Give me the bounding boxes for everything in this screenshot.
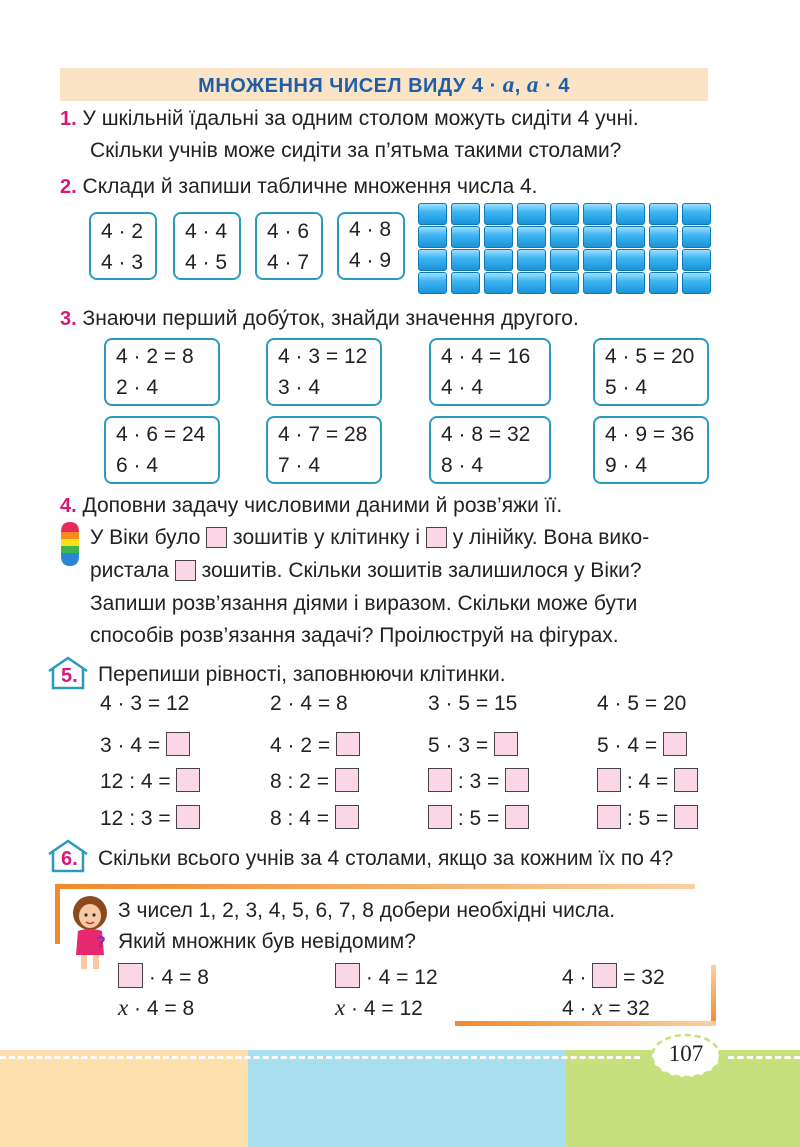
cube [451,272,480,294]
product-box [593,416,709,484]
blank-square[interactable] [426,527,447,548]
answer-square[interactable] [176,768,200,792]
expr: 4 · 5 [185,251,228,274]
task-number: 1. [60,108,77,130]
answer-square[interactable] [118,963,143,988]
cube-column [649,203,678,295]
task-text: Перепиши рівності, заповнюючи клітинки. [98,663,506,686]
answer-square[interactable] [428,805,452,829]
task-text: Склади й запиши табличне множення числа 4. [82,175,538,198]
cube [616,249,645,271]
answer-square[interactable] [176,805,200,829]
equation: 3 · 4 = [100,732,190,758]
expr: 4 · 7 = 28 [278,423,368,446]
answer-square[interactable] [597,805,621,829]
task-2 [60,171,538,203]
text: ристала [90,559,175,582]
product-box [266,338,382,406]
expr: 4 · 3 = 12 [278,345,368,368]
cube [682,226,711,248]
text: зошитів у клітинку і [227,526,426,549]
task-number: 6. [61,848,78,870]
task-4-line2 [90,555,642,587]
equation: 4 · 5 = 20 [597,692,687,715]
cube [418,226,447,248]
answer-square[interactable] [494,732,518,756]
equation: : 4 = [597,768,698,794]
expr: 6 · 4 [116,454,159,477]
mult-box [173,212,241,280]
expr: 4 · 2 = 8 [116,345,194,368]
answer-square[interactable] [335,963,360,988]
task-4 [60,490,562,522]
expr: 4 · 4 [185,220,228,243]
cube-column [418,203,447,295]
equation: 5 · 4 = [597,732,687,758]
expr: 4 · 9 [349,249,392,272]
cube-column [517,203,546,295]
equation: 4 · = 32 [562,963,665,990]
girl-illustration [66,893,114,973]
mult-box [89,212,157,280]
cube [418,249,447,271]
answer-square[interactable] [505,768,529,792]
cube-column [550,203,579,295]
cube [550,249,579,271]
blank-square[interactable] [175,560,196,581]
task-4-line4: способів розв’язання задачі? Проілюструй на фігурах. [90,624,619,647]
task-text: Скільки всього учнів за 4 столами, якщо за кожним їх по 4? [98,847,674,870]
cube-column [682,203,711,295]
cube [550,203,579,225]
cube-column [583,203,612,295]
page-number: 107 [668,1041,704,1066]
cube [649,226,678,248]
expr: 3 · 4 [278,376,321,399]
equation: : 5 = [597,805,698,831]
cube [451,249,480,271]
footer-dash-line [728,1056,800,1059]
cube [649,203,678,225]
equation: 2 · 4 = 8 [270,692,348,715]
cube [583,203,612,225]
answer-square[interactable] [592,963,617,988]
task-1 [60,103,639,135]
task-text: У шкільній їдальні за одним столом можуть сидіти 4 учні. [82,107,639,130]
expr: 2 · 4 [116,376,159,399]
task-4-line1 [90,522,649,554]
answer-square[interactable] [505,805,529,829]
answer-square[interactable] [335,805,359,829]
cube [550,272,579,294]
cube [682,249,711,271]
blank-square[interactable] [206,527,227,548]
equation: · 4 = 8 [118,963,209,990]
expr: 4 · 4 = 16 [441,345,531,368]
rainbow-pencil-icon [58,520,82,568]
answer-square[interactable] [663,732,687,756]
task-1-line2: Скільки учнів може сидіти за п’ятьма такими столами? [90,139,622,162]
expr: 4 · 6 [267,220,310,243]
cube [583,249,612,271]
text: У Віки було [90,526,207,549]
cube-column [484,203,513,295]
task-text: Знаючи перший добу́ток, знайди значення другого. [82,307,579,330]
task-number: 5. [61,665,78,687]
expr: 4 · 7 [267,251,310,274]
cube [451,226,480,248]
cube [649,249,678,271]
equation: 4 · 2 = [270,732,360,758]
equation: 8 : 2 = [270,768,359,794]
task-number: 3. [60,308,77,330]
answer-square[interactable] [428,768,452,792]
answer-square[interactable] [674,768,698,792]
expr: 4 · 6 = 24 [116,423,206,446]
equation: : 5 = [428,805,529,831]
cube [550,226,579,248]
cube [484,203,513,225]
product-box [429,416,551,484]
cube [517,249,546,271]
equation: 8 : 4 = [270,805,359,831]
equation: 4 · 3 = 12 [100,692,190,715]
expr: 7 · 4 [278,454,321,477]
footer-band-left [0,1050,248,1147]
text: зошитів. Скільки зошитів залишилося у Віки? [195,559,642,582]
equation: 3 · 5 = 15 [428,692,518,715]
equation: 4 · x = 32 [562,995,650,1020]
footer-dash-line [0,1056,640,1059]
cube [682,203,711,225]
task-text: Доповни задачу числовими даними й розв’яжи її. [82,494,563,517]
mult-box [255,212,323,280]
cube [484,272,513,294]
expr: 4 · 4 [441,376,484,399]
expr: 8 · 4 [441,454,484,477]
cube [616,226,645,248]
cube [517,203,546,225]
task-3 [60,303,579,335]
cube [484,226,513,248]
product-box [593,338,709,406]
cube [583,226,612,248]
expr: 4 · 8 [349,218,392,241]
expr: 4 · 5 = 20 [605,345,695,368]
task-4-line3: Запиши розв’язання діями і виразом. Скільки може бути [90,592,638,615]
equation: x · 4 = 12 [335,995,423,1020]
cube [517,272,546,294]
cube [451,203,480,225]
task-number: 4. [60,495,77,517]
svg-text:?: ? [96,934,106,951]
bonus-text: Який множник був невідомим? [118,930,416,953]
product-box [104,338,220,406]
cube [484,249,513,271]
cube [583,272,612,294]
product-box [266,416,382,484]
answer-square[interactable] [166,732,190,756]
equation: x · 4 = 8 [118,995,195,1020]
equation: 12 : 4 = [100,768,200,794]
cube [418,203,447,225]
cube [616,203,645,225]
expr: 5 · 4 [605,376,648,399]
cube-illustration [418,203,710,298]
product-box [104,416,220,484]
expr: 4 · 9 = 36 [605,423,695,446]
bonus-text: З чисел 1, 2, 3, 4, 5, 6, 7, 8 добери необхідні числа. [118,899,616,922]
cube-column [451,203,480,295]
equation: 5 · 3 = [428,732,518,758]
page-title: МНОЖЕННЯ ЧИСЕЛ ВИДУ 4 · a, a · 4 [198,72,570,97]
equation: 12 : 3 = [100,805,200,831]
footer-band-middle [248,1050,566,1147]
expr: 4 · 8 = 32 [441,423,531,446]
equation: : 3 = [428,768,529,794]
expr: 4 · 3 [101,251,144,274]
cube [418,272,447,294]
cube [616,272,645,294]
answer-square[interactable] [335,768,359,792]
expr: 4 · 2 [101,220,144,243]
answer-square[interactable] [336,732,360,756]
text: у лінійку. Вона вико- [446,526,650,549]
cube [682,272,711,294]
product-box [429,338,551,406]
answer-square[interactable] [597,768,621,792]
equation: · 4 = 12 [335,963,438,990]
cube [517,226,546,248]
task-number: 2. [60,176,77,198]
cube [649,272,678,294]
answer-square[interactable] [674,805,698,829]
cube-column [616,203,645,295]
expr: 9 · 4 [605,454,648,477]
mult-box [337,212,405,280]
